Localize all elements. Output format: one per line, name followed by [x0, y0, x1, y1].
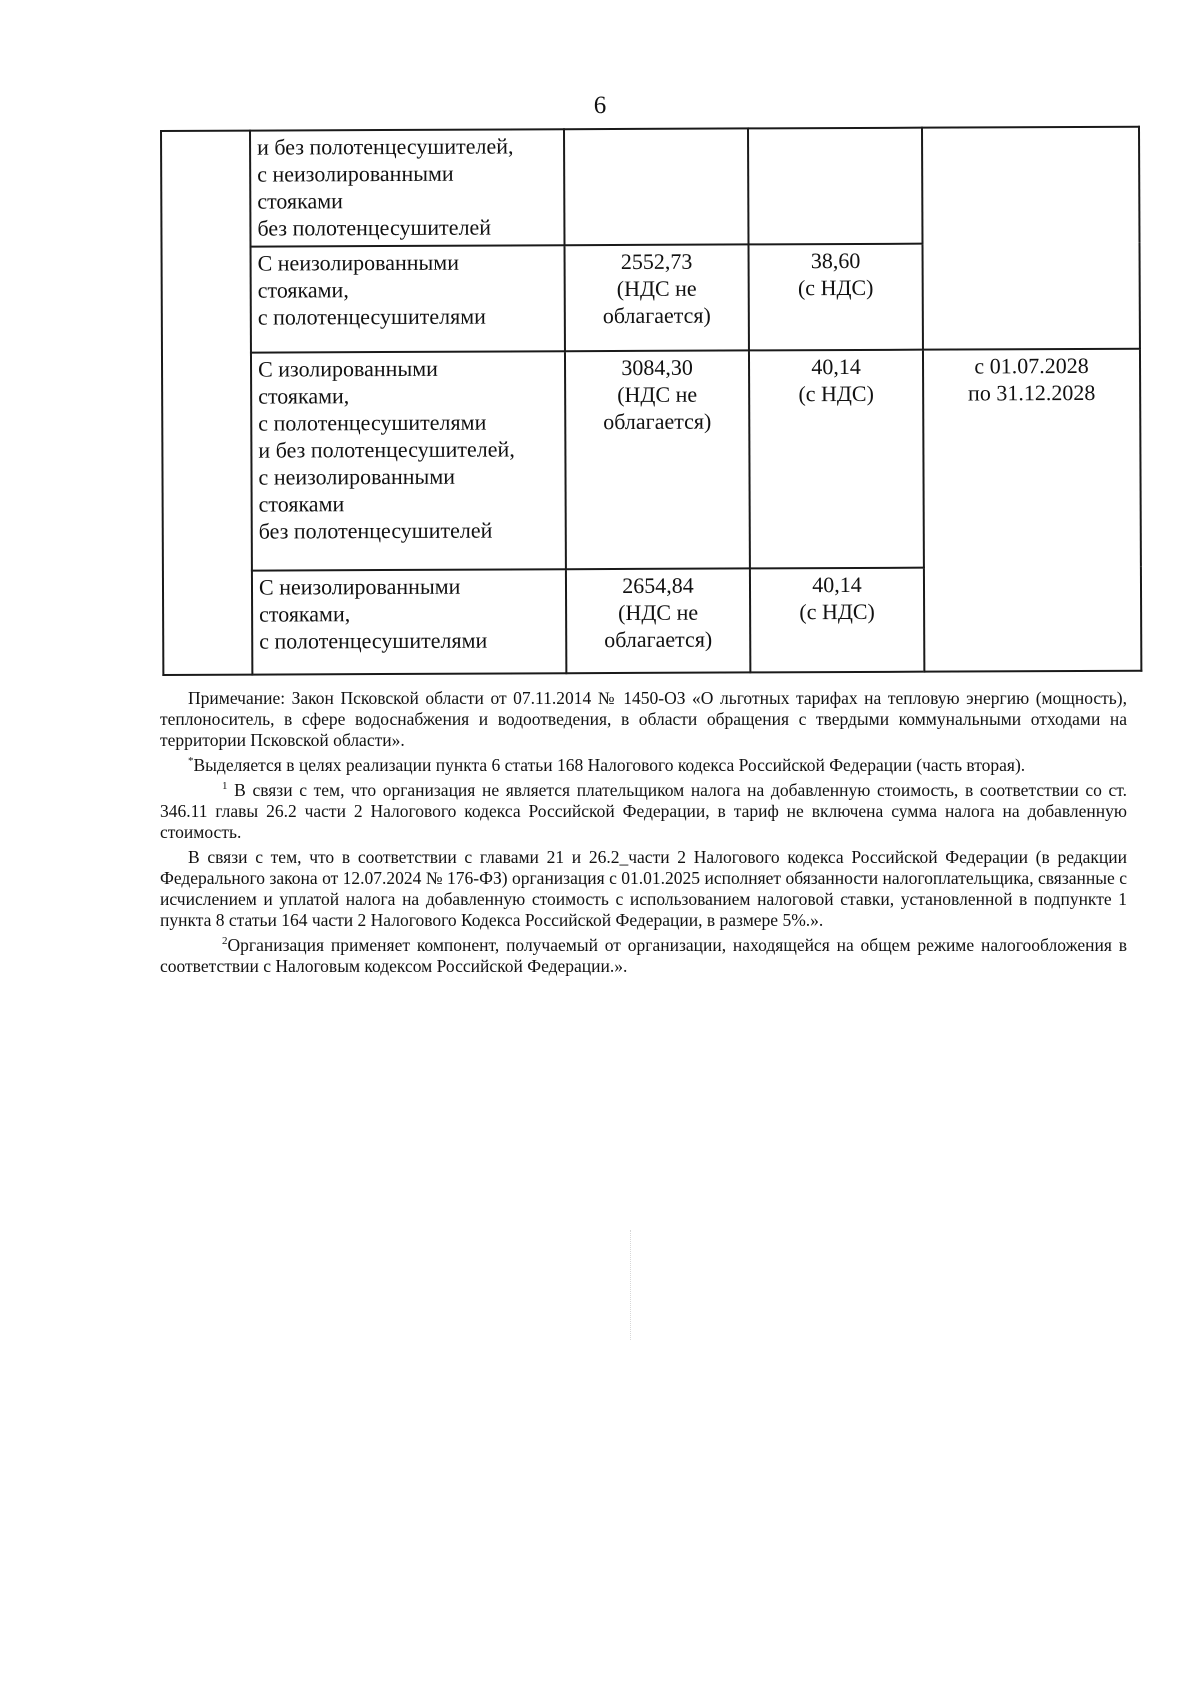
page-number: 6: [593, 92, 607, 119]
note-law-reference: Примечание: Закон Псковской области от 07.11.2014 № 1450-ОЗ «О льготных тарифах на тепловую энергию (мощность), теплоноситель, в сфере водоснабжения и водоотведения, в области обращения с твердыми коммунальными отходами на территории Псковской области».: [160, 688, 1127, 750]
scan-artifact: [630, 1230, 643, 1340]
description-cell: С изолированными стояками, с полотенцесушителями и без полотенцесушителей, с неизолированными стояками без полотенцесушителей: [251, 351, 566, 570]
footnote-mark: 2: [222, 935, 228, 948]
price-cell: 3084,30 (НДС не облагается): [565, 350, 750, 569]
footnote-mark: *: [188, 755, 194, 768]
note-vat-allocation: *Выделяется в целях реализации пункта 6 статьи 168 Налогового кодекса Российской Федерации (часть вторая).: [188, 755, 1026, 775]
footnote-mark: 1: [222, 780, 228, 793]
period-cell: [922, 127, 1140, 350]
note-component: $^2$Организация применяет компонент, получаемый от организации, находящейся на общем режиме налогообложения в соответствии с Налоговым кодексом Российской Федерации.».: [160, 935, 1127, 976]
price-cell: 2654,84 (НДС не облагается): [566, 568, 750, 673]
number-cell: [161, 131, 252, 675]
rate-cell: [748, 128, 923, 245]
table-row: [162, 349, 1141, 571]
rate-cell: 38,60 (с НДС): [749, 244, 923, 351]
rate-cell: 40,14 (с НДС): [750, 568, 924, 673]
period-cell: с 01.07.2028 по 31.12.2028: [923, 349, 1141, 672]
price-cell: 2552,73 (НДС не облагается): [565, 244, 749, 351]
notes-section: [160, 688, 1127, 981]
price-cell: [564, 128, 749, 245]
note-not-vat-payer: $^1$ В связи с тем, что организация не является плательщиком налога на добавленную стоимость, в соответствии со ст. 346.11 главы 26.2 части 2 Налогового кодекса Российской Федерации, в тариф не включена сумма налога на добавленную стоимость.: [160, 780, 1127, 842]
note-vat-obligation: В связи с тем, что в соответствии с главами 21 и 26.2_части 2 Налогового кодекса Российской Федерации (в редакции Федерального закона от 12.07.2024 № 176-ФЗ) организация с 01.01.2025 исполняет обязанности налогоплательщика, связанные с исчислением и уплатой налога на добавленную стоимость с использованием налоговой ставки, установленной в подпункте 1 пункта 8 статьи 164 части 2 Налогового Кодекса Российской Федерации, в размере 5%.».: [160, 847, 1127, 930]
table-row: [161, 127, 1139, 247]
tariff-table: [160, 126, 1142, 676]
description-cell: и без полотенцесушителей, с неизолированными стояками без полотенцесушителей: [250, 129, 565, 246]
rate-cell: 40,14 (с НДС): [749, 350, 924, 569]
description-cell: С неизолированными стояками, с полотенцесушителями: [252, 569, 566, 674]
description-cell: С неизолированными стояками, с полотенцесушителями: [251, 245, 565, 352]
